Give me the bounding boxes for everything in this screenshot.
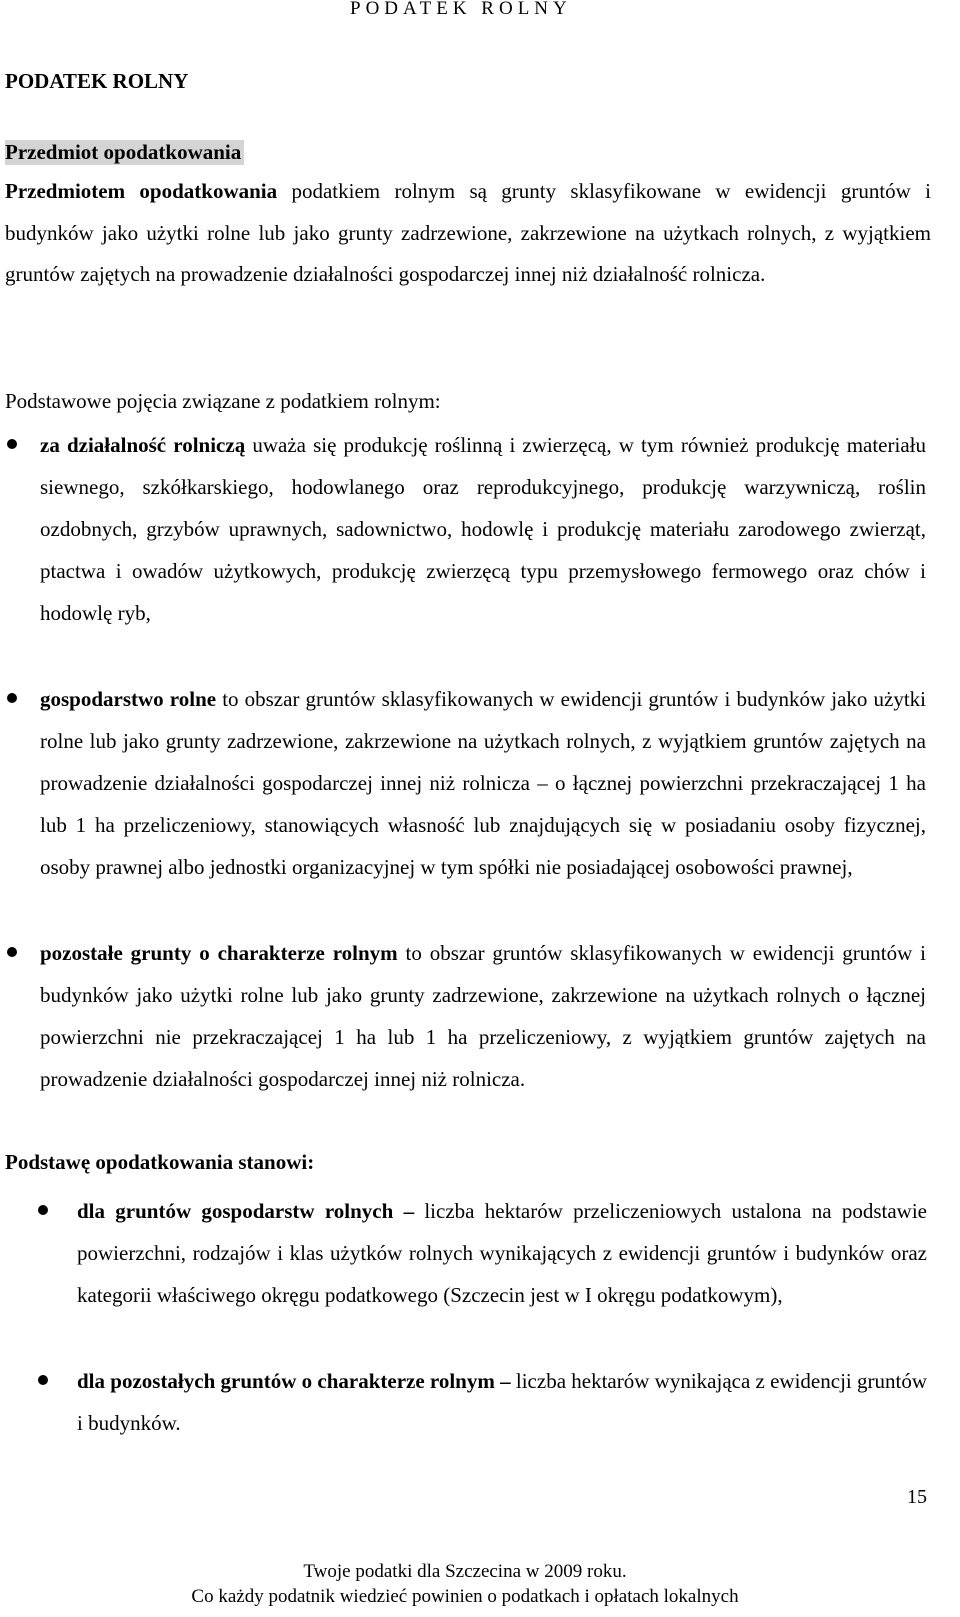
bullet-icon: [7, 439, 17, 449]
list-item: [40, 424, 926, 678]
bullet-icon: [7, 947, 17, 957]
page-title: PODATEK ROLNY: [5, 69, 189, 93]
basis-text: liczba hektarów przeliczeniowych ustalona na podstawie powierzchni, rodzajów i klas użytków rolnych wynikających z ewidencji gruntów i budynków oraz kategorii właściwego okręgu podatkowego (Szczecin jest w I okręgu podatkowym),: [77, 1199, 927, 1307]
section-heading-basis: Podstawę opodatkowania stanowi:: [5, 1150, 315, 1174]
definitions-list: [0, 424, 960, 1100]
running-header: PODATEK ROLNY: [350, 0, 572, 19]
bullet-icon: [38, 1205, 48, 1215]
footer-line-1: Twoje podatki dla Szczecina w 2009 roku.: [303, 1561, 627, 1582]
list-item: [77, 1190, 927, 1360]
definition-text: to obszar gruntów sklasyfikowanych w ewidencji gruntów i budynków jako użytki rolne lub jako grunty zadrzewione, zakrzewione na użytkach rolnych o łącznej powierzchni nie przekraczającej 1 ha lub 1 ha przeliczeniowy, z wyjątkiem gruntów zajętych na prowadzenie działalności gospodarczej innej niż rolnicza.: [40, 941, 926, 1091]
bullet-icon: [7, 693, 17, 703]
definition-text: uważa się produkcję roślinną i zwierzęcą, w tym również produkcję materiału siewnego, szkółkarskiego, hodowlanego oraz reprodukcyjnego, produkcję warzywniczą, roślin ozdobnych, grzybów uprawnych, sadownictwo, hodowlę i produkcję materiału zarodowego zwierząt, ptactwa i owadów użytkowych, produkcję zwierzęcą typu przemysłowego fermowego oraz chów i hodowlę ryb,: [40, 433, 926, 625]
basis-term: dla pozostałych gruntów o charakterze rolnym –: [77, 1369, 511, 1393]
basis-term: dla gruntów gospodarstw rolnych –: [77, 1199, 415, 1223]
bullet-icon: [38, 1375, 48, 1385]
page-number: 15: [907, 1486, 927, 1508]
definition-text: to obszar gruntów sklasyfikowanych w ewidencji gruntów i budynków jako użytki rolne lub jako grunty zadrzewione, zakrzewione na użytkach rolnych, z wyjątkiem gruntów zajętych na prowadzenie działalności gospodarczej innej niż rolnicza – o łącznej powierzchni przekraczającej 1 ha lub 1 ha przeliczeniowy, stanowiących własność lub znajdujących się w posiadaniu osoby fizycznej, osoby prawnej albo jednostki organizacyjnej w tym spółki nie posiadającej osobowości prawnej,: [40, 687, 926, 879]
tax-basis-list: [0, 1190, 960, 1444]
list-item: [77, 1360, 927, 1444]
list-item: [40, 678, 926, 932]
definitions-intro: Podstawowe pojęcia związane z podatkiem rolnym:: [5, 389, 441, 413]
list-item: [40, 932, 926, 1100]
definition-term: pozostałe grunty o charakterze rolnym: [40, 941, 398, 965]
subject-paragraph: [5, 171, 931, 296]
definition-term: gospodarstwo rolne: [40, 687, 217, 711]
subject-lead: Przedmiotem opodatkowania: [5, 179, 278, 203]
footer-line-2: Co każdy podatnik wiedzieć powinien o podatkach i opłatach lokalnych: [191, 1586, 739, 1607]
basis-text: liczba hektarów wynikająca z ewidencji gruntów i budynków.: [77, 1369, 927, 1435]
section-heading-subject: Przedmiot opodatkowania: [5, 140, 244, 165]
subject-text: podatkiem rolnym są grunty sklasyfikowane w ewidencji gruntów i budynków jako użytki rolne lub jako grunty zadrzewione, zakrzewione na użytkach rolnych, z wyjątkiem gruntów zajętych na prowadzenie działalności gospodarczej innej niż działalność rolnicza.: [5, 179, 931, 286]
definition-term: za działalność rolniczą: [40, 433, 246, 457]
